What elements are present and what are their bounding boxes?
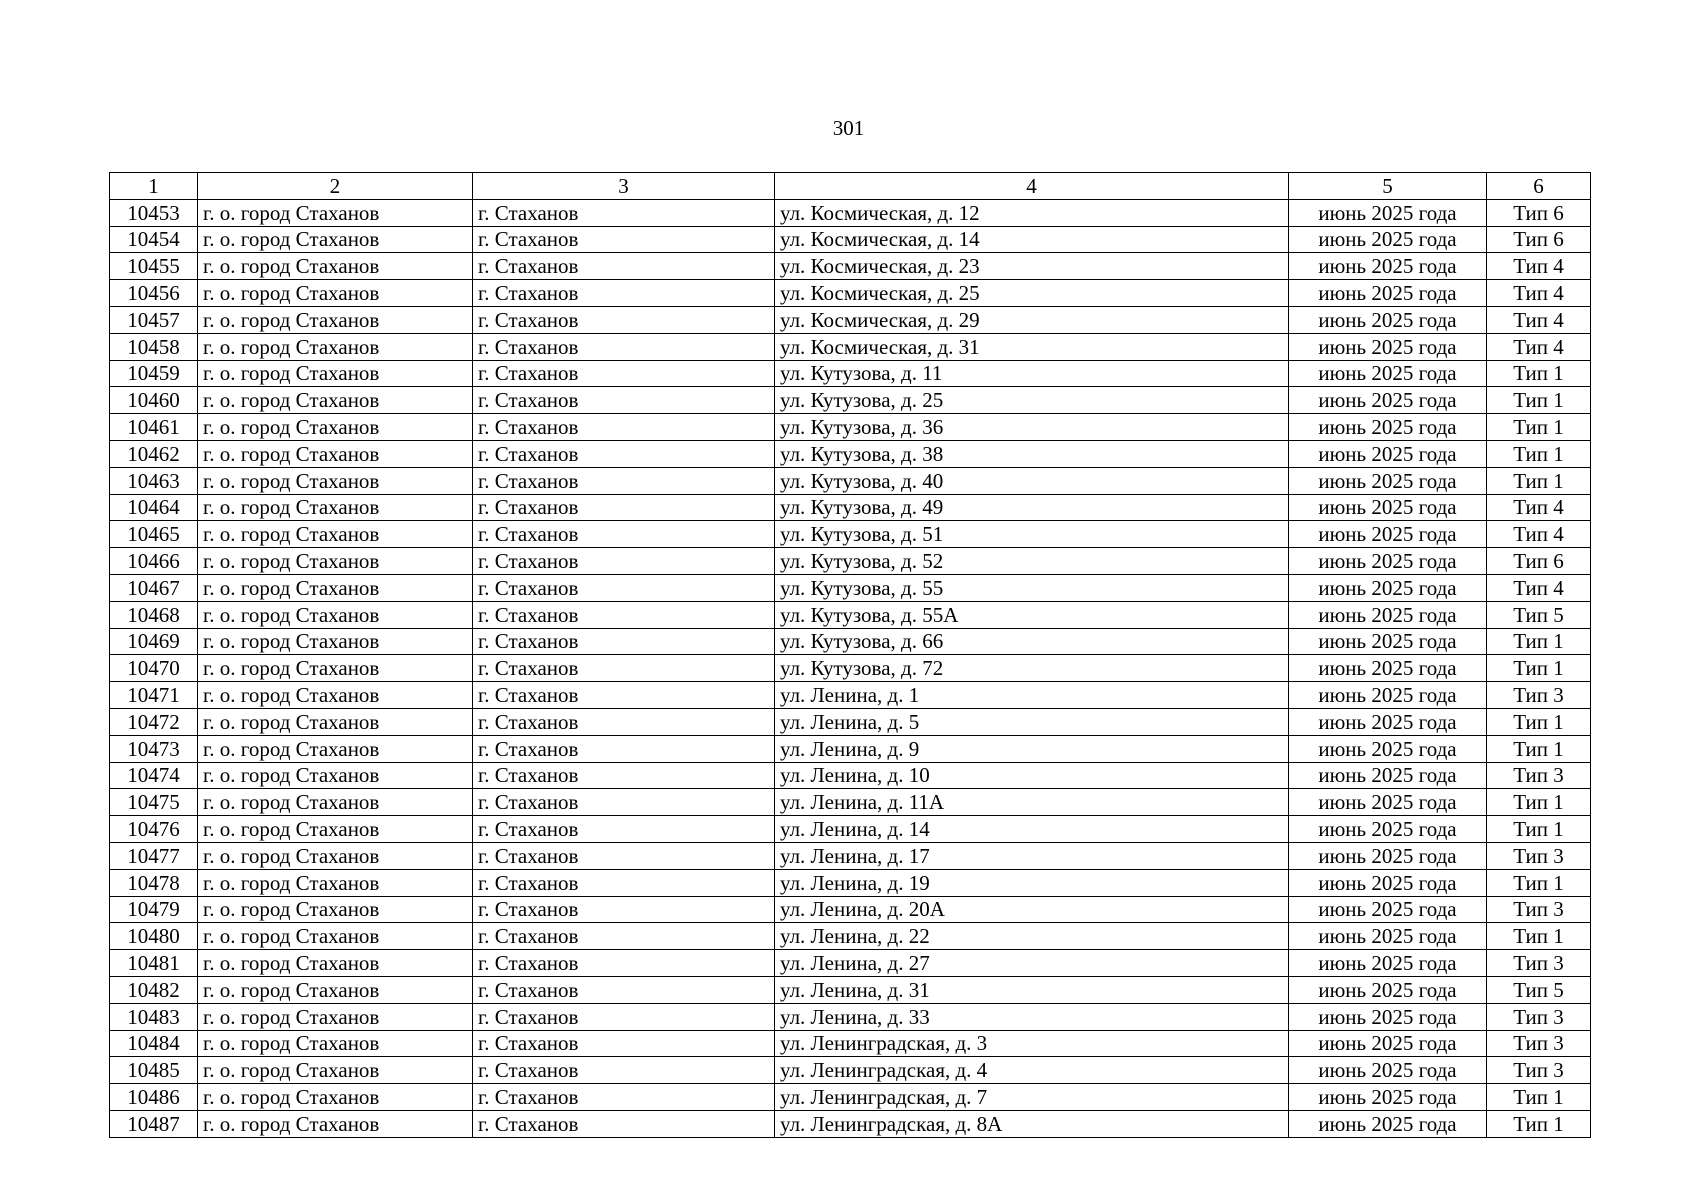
table-row bbox=[110, 1030, 1591, 1057]
type-cell: Тип 1 bbox=[1487, 467, 1591, 494]
district-cell: г. о. город Стаханов bbox=[198, 789, 473, 816]
address-cell: ул. Ленина, д. 22 bbox=[775, 923, 1289, 950]
table-row bbox=[110, 1110, 1591, 1137]
type-cell: Тип 4 bbox=[1487, 280, 1591, 307]
column-header: 6 bbox=[1487, 173, 1591, 200]
date-cell: июнь 2025 года bbox=[1289, 226, 1487, 253]
city-cell: г. Стаханов bbox=[473, 789, 775, 816]
date-cell: июнь 2025 года bbox=[1289, 950, 1487, 977]
row-number-cell: 10456 bbox=[110, 280, 198, 307]
district-cell: г. о. город Стаханов bbox=[198, 494, 473, 521]
table-row bbox=[110, 387, 1591, 414]
row-number-cell: 10458 bbox=[110, 333, 198, 360]
district-cell: г. о. город Стаханов bbox=[198, 1057, 473, 1084]
date-cell: июнь 2025 года bbox=[1289, 816, 1487, 843]
type-cell: Тип 3 bbox=[1487, 950, 1591, 977]
city-cell: г. Стаханов bbox=[473, 816, 775, 843]
row-number-cell: 10481 bbox=[110, 950, 198, 977]
district-cell: г. о. город Стаханов bbox=[198, 816, 473, 843]
date-cell: июнь 2025 года bbox=[1289, 1057, 1487, 1084]
district-cell: г. о. город Стаханов bbox=[198, 869, 473, 896]
address-cell: ул. Кутузова, д. 55А bbox=[775, 601, 1289, 628]
city-cell: г. Стаханов bbox=[473, 467, 775, 494]
address-cell: ул. Ленина, д. 5 bbox=[775, 708, 1289, 735]
city-cell: г. Стаханов bbox=[473, 1057, 775, 1084]
table-row bbox=[110, 414, 1591, 441]
district-cell: г. о. город Стаханов bbox=[198, 976, 473, 1003]
row-number-cell: 10471 bbox=[110, 682, 198, 709]
city-cell: г. Стаханов bbox=[473, 735, 775, 762]
city-cell: г. Стаханов bbox=[473, 574, 775, 601]
type-cell: Тип 1 bbox=[1487, 708, 1591, 735]
district-cell: г. о. город Стаханов bbox=[198, 306, 473, 333]
district-cell: г. о. город Стаханов bbox=[198, 387, 473, 414]
district-cell: г. о. город Стаханов bbox=[198, 440, 473, 467]
row-number-cell: 10470 bbox=[110, 655, 198, 682]
address-cell: ул. Ленинградская, д. 4 bbox=[775, 1057, 1289, 1084]
city-cell: г. Стаханов bbox=[473, 360, 775, 387]
address-cell: ул. Ленина, д. 20А bbox=[775, 896, 1289, 923]
type-cell: Тип 1 bbox=[1487, 440, 1591, 467]
type-cell: Тип 3 bbox=[1487, 1030, 1591, 1057]
row-number-cell: 10464 bbox=[110, 494, 198, 521]
row-number-cell: 10476 bbox=[110, 816, 198, 843]
district-cell: г. о. город Стаханов bbox=[198, 762, 473, 789]
address-cell: ул. Кутузова, д. 36 bbox=[775, 414, 1289, 441]
district-cell: г. о. город Стаханов bbox=[198, 708, 473, 735]
date-cell: июнь 2025 года bbox=[1289, 869, 1487, 896]
date-cell: июнь 2025 года bbox=[1289, 1003, 1487, 1030]
row-number-cell: 10460 bbox=[110, 387, 198, 414]
address-cell: ул. Космическая, д. 29 bbox=[775, 306, 1289, 333]
table-header-row bbox=[110, 173, 1591, 200]
row-number-cell: 10472 bbox=[110, 708, 198, 735]
district-cell: г. о. город Стаханов bbox=[198, 950, 473, 977]
type-cell: Тип 1 bbox=[1487, 1084, 1591, 1111]
table-row bbox=[110, 1003, 1591, 1030]
address-cell: ул. Ленинградская, д. 7 bbox=[775, 1084, 1289, 1111]
table-row bbox=[110, 708, 1591, 735]
address-cell: ул. Ленинградская, д. 3 bbox=[775, 1030, 1289, 1057]
type-cell: Тип 6 bbox=[1487, 548, 1591, 575]
city-cell: г. Стаханов bbox=[473, 708, 775, 735]
address-cell: ул. Кутузова, д. 49 bbox=[775, 494, 1289, 521]
city-cell: г. Стаханов bbox=[473, 682, 775, 709]
row-number-cell: 10475 bbox=[110, 789, 198, 816]
district-cell: г. о. город Стаханов bbox=[198, 548, 473, 575]
district-cell: г. о. город Стаханов bbox=[198, 414, 473, 441]
city-cell: г. Стаханов bbox=[473, 521, 775, 548]
table-row bbox=[110, 816, 1591, 843]
table-row bbox=[110, 842, 1591, 869]
table-row bbox=[110, 682, 1591, 709]
table-row bbox=[110, 494, 1591, 521]
date-cell: июнь 2025 года bbox=[1289, 548, 1487, 575]
type-cell: Тип 1 bbox=[1487, 414, 1591, 441]
date-cell: июнь 2025 года bbox=[1289, 387, 1487, 414]
city-cell: г. Стаханов bbox=[473, 199, 775, 226]
address-cell: ул. Кутузова, д. 40 bbox=[775, 467, 1289, 494]
row-number-cell: 10477 bbox=[110, 842, 198, 869]
city-cell: г. Стаханов bbox=[473, 440, 775, 467]
city-cell: г. Стаханов bbox=[473, 414, 775, 441]
address-cell: ул. Ленина, д. 27 bbox=[775, 950, 1289, 977]
district-cell: г. о. город Стаханов bbox=[198, 333, 473, 360]
row-number-cell: 10463 bbox=[110, 467, 198, 494]
row-number-cell: 10474 bbox=[110, 762, 198, 789]
row-number-cell: 10455 bbox=[110, 253, 198, 280]
district-cell: г. о. город Стаханов bbox=[198, 1003, 473, 1030]
type-cell: Тип 4 bbox=[1487, 333, 1591, 360]
row-number-cell: 10454 bbox=[110, 226, 198, 253]
type-cell: Тип 1 bbox=[1487, 869, 1591, 896]
type-cell: Тип 1 bbox=[1487, 628, 1591, 655]
address-cell: ул. Кутузова, д. 66 bbox=[775, 628, 1289, 655]
address-cell: ул. Кутузова, д. 52 bbox=[775, 548, 1289, 575]
date-cell: июнь 2025 года bbox=[1289, 628, 1487, 655]
table-row bbox=[110, 226, 1591, 253]
type-cell: Тип 4 bbox=[1487, 253, 1591, 280]
city-cell: г. Стаханов bbox=[473, 280, 775, 307]
table-row bbox=[110, 950, 1591, 977]
city-cell: г. Стаханов bbox=[473, 494, 775, 521]
city-cell: г. Стаханов bbox=[473, 548, 775, 575]
district-cell: г. о. город Стаханов bbox=[198, 226, 473, 253]
date-cell: июнь 2025 года bbox=[1289, 762, 1487, 789]
row-number-cell: 10457 bbox=[110, 306, 198, 333]
table-row bbox=[110, 548, 1591, 575]
row-number-cell: 10484 bbox=[110, 1030, 198, 1057]
address-cell: ул. Ленина, д. 33 bbox=[775, 1003, 1289, 1030]
type-cell: Тип 1 bbox=[1487, 360, 1591, 387]
district-cell: г. о. город Стаханов bbox=[198, 655, 473, 682]
address-cell: ул. Космическая, д. 25 bbox=[775, 280, 1289, 307]
table-row bbox=[110, 199, 1591, 226]
table-body bbox=[110, 199, 1591, 1137]
address-cell: ул. Космическая, д. 31 bbox=[775, 333, 1289, 360]
row-number-cell: 10482 bbox=[110, 976, 198, 1003]
date-cell: июнь 2025 года bbox=[1289, 280, 1487, 307]
table-row bbox=[110, 1084, 1591, 1111]
row-number-cell: 10483 bbox=[110, 1003, 198, 1030]
column-header: 1 bbox=[110, 173, 198, 200]
district-cell: г. о. город Стаханов bbox=[198, 923, 473, 950]
address-cell: ул. Космическая, д. 12 bbox=[775, 199, 1289, 226]
address-cell: ул. Кутузова, д. 72 bbox=[775, 655, 1289, 682]
row-number-cell: 10486 bbox=[110, 1084, 198, 1111]
row-number-cell: 10478 bbox=[110, 869, 198, 896]
table-row bbox=[110, 655, 1591, 682]
date-cell: июнь 2025 года bbox=[1289, 494, 1487, 521]
table-row bbox=[110, 440, 1591, 467]
district-cell: г. о. город Стаханов bbox=[198, 601, 473, 628]
city-cell: г. Стаханов bbox=[473, 1003, 775, 1030]
date-cell: июнь 2025 года bbox=[1289, 601, 1487, 628]
date-cell: июнь 2025 года bbox=[1289, 333, 1487, 360]
row-number-cell: 10479 bbox=[110, 896, 198, 923]
address-cell: ул. Космическая, д. 14 bbox=[775, 226, 1289, 253]
registry-table bbox=[109, 172, 1591, 1138]
district-cell: г. о. город Стаханов bbox=[198, 682, 473, 709]
address-cell: ул. Ленина, д. 11А bbox=[775, 789, 1289, 816]
district-cell: г. о. город Стаханов bbox=[198, 842, 473, 869]
table-row bbox=[110, 923, 1591, 950]
address-cell: ул. Космическая, д. 23 bbox=[775, 253, 1289, 280]
date-cell: июнь 2025 года bbox=[1289, 306, 1487, 333]
date-cell: июнь 2025 года bbox=[1289, 1110, 1487, 1137]
table-row bbox=[110, 360, 1591, 387]
date-cell: июнь 2025 года bbox=[1289, 976, 1487, 1003]
date-cell: июнь 2025 года bbox=[1289, 440, 1487, 467]
row-number-cell: 10459 bbox=[110, 360, 198, 387]
district-cell: г. о. город Стаханов bbox=[198, 628, 473, 655]
date-cell: июнь 2025 года bbox=[1289, 735, 1487, 762]
city-cell: г. Стаханов bbox=[473, 306, 775, 333]
table-row bbox=[110, 789, 1591, 816]
district-cell: г. о. город Стаханов bbox=[198, 574, 473, 601]
column-header: 4 bbox=[775, 173, 1289, 200]
column-header: 3 bbox=[473, 173, 775, 200]
district-cell: г. о. город Стаханов bbox=[198, 280, 473, 307]
address-cell: ул. Ленина, д. 9 bbox=[775, 735, 1289, 762]
city-cell: г. Стаханов bbox=[473, 896, 775, 923]
city-cell: г. Стаханов bbox=[473, 1110, 775, 1137]
type-cell: Тип 4 bbox=[1487, 306, 1591, 333]
date-cell: июнь 2025 года bbox=[1289, 923, 1487, 950]
date-cell: июнь 2025 года bbox=[1289, 360, 1487, 387]
type-cell: Тип 6 bbox=[1487, 226, 1591, 253]
type-cell: Тип 4 bbox=[1487, 574, 1591, 601]
city-cell: г. Стаханов bbox=[473, 387, 775, 414]
district-cell: г. о. город Стаханов bbox=[198, 735, 473, 762]
address-cell: ул. Ленина, д. 10 bbox=[775, 762, 1289, 789]
city-cell: г. Стаханов bbox=[473, 842, 775, 869]
page-number: 301 bbox=[832, 116, 865, 140]
table-row bbox=[110, 601, 1591, 628]
city-cell: г. Стаханов bbox=[473, 601, 775, 628]
row-number-cell: 10468 bbox=[110, 601, 198, 628]
date-cell: июнь 2025 года bbox=[1289, 789, 1487, 816]
type-cell: Тип 3 bbox=[1487, 762, 1591, 789]
row-number-cell: 10487 bbox=[110, 1110, 198, 1137]
address-cell: ул. Ленинградская, д. 8А bbox=[775, 1110, 1289, 1137]
address-cell: ул. Кутузова, д. 38 bbox=[775, 440, 1289, 467]
type-cell: Тип 1 bbox=[1487, 735, 1591, 762]
table-row bbox=[110, 1057, 1591, 1084]
table-row bbox=[110, 574, 1591, 601]
type-cell: Тип 6 bbox=[1487, 199, 1591, 226]
district-cell: г. о. город Стаханов bbox=[198, 360, 473, 387]
city-cell: г. Стаханов bbox=[473, 869, 775, 896]
city-cell: г. Стаханов bbox=[473, 253, 775, 280]
city-cell: г. Стаханов bbox=[473, 1084, 775, 1111]
table-row bbox=[110, 521, 1591, 548]
address-cell: ул. Ленина, д. 1 bbox=[775, 682, 1289, 709]
date-cell: июнь 2025 года bbox=[1289, 708, 1487, 735]
type-cell: Тип 5 bbox=[1487, 976, 1591, 1003]
row-number-cell: 10453 bbox=[110, 199, 198, 226]
row-number-cell: 10485 bbox=[110, 1057, 198, 1084]
type-cell: Тип 3 bbox=[1487, 682, 1591, 709]
date-cell: июнь 2025 года bbox=[1289, 521, 1487, 548]
date-cell: июнь 2025 года bbox=[1289, 682, 1487, 709]
district-cell: г. о. город Стаханов bbox=[198, 1110, 473, 1137]
table-row bbox=[110, 280, 1591, 307]
city-cell: г. Стаханов bbox=[473, 628, 775, 655]
row-number-cell: 10466 bbox=[110, 548, 198, 575]
date-cell: июнь 2025 года bbox=[1289, 199, 1487, 226]
district-cell: г. о. город Стаханов bbox=[198, 896, 473, 923]
address-cell: ул. Кутузова, д. 55 bbox=[775, 574, 1289, 601]
type-cell: Тип 4 bbox=[1487, 521, 1591, 548]
type-cell: Тип 4 bbox=[1487, 494, 1591, 521]
address-cell: ул. Ленина, д. 17 bbox=[775, 842, 1289, 869]
date-cell: июнь 2025 года bbox=[1289, 467, 1487, 494]
type-cell: Тип 1 bbox=[1487, 387, 1591, 414]
type-cell: Тип 3 bbox=[1487, 896, 1591, 923]
type-cell: Тип 1 bbox=[1487, 789, 1591, 816]
row-number-cell: 10461 bbox=[110, 414, 198, 441]
address-cell: ул. Кутузова, д. 11 bbox=[775, 360, 1289, 387]
date-cell: июнь 2025 года bbox=[1289, 896, 1487, 923]
table-row bbox=[110, 253, 1591, 280]
date-cell: июнь 2025 года bbox=[1289, 574, 1487, 601]
district-cell: г. о. город Стаханов bbox=[198, 467, 473, 494]
city-cell: г. Стаханов bbox=[473, 976, 775, 1003]
city-cell: г. Стаханов bbox=[473, 333, 775, 360]
district-cell: г. о. город Стаханов bbox=[198, 199, 473, 226]
table-row bbox=[110, 896, 1591, 923]
address-cell: ул. Ленина, д. 19 bbox=[775, 869, 1289, 896]
column-header: 5 bbox=[1289, 173, 1487, 200]
city-cell: г. Стаханов bbox=[473, 1030, 775, 1057]
row-number-cell: 10467 bbox=[110, 574, 198, 601]
district-cell: г. о. город Стаханов bbox=[198, 1084, 473, 1111]
address-cell: ул. Ленина, д. 31 bbox=[775, 976, 1289, 1003]
city-cell: г. Стаханов bbox=[473, 226, 775, 253]
row-number-cell: 10465 bbox=[110, 521, 198, 548]
type-cell: Тип 1 bbox=[1487, 923, 1591, 950]
date-cell: июнь 2025 года bbox=[1289, 253, 1487, 280]
city-cell: г. Стаханов bbox=[473, 655, 775, 682]
date-cell: июнь 2025 года bbox=[1289, 842, 1487, 869]
row-number-cell: 10480 bbox=[110, 923, 198, 950]
type-cell: Тип 1 bbox=[1487, 655, 1591, 682]
district-cell: г. о. город Стаханов bbox=[198, 1030, 473, 1057]
table-row bbox=[110, 333, 1591, 360]
type-cell: Тип 1 bbox=[1487, 1110, 1591, 1137]
date-cell: июнь 2025 года bbox=[1289, 655, 1487, 682]
city-cell: г. Стаханов bbox=[473, 923, 775, 950]
type-cell: Тип 1 bbox=[1487, 816, 1591, 843]
column-header: 2 bbox=[198, 173, 473, 200]
table-row bbox=[110, 467, 1591, 494]
address-cell: ул. Кутузова, д. 51 bbox=[775, 521, 1289, 548]
table-row bbox=[110, 762, 1591, 789]
city-cell: г. Стаханов bbox=[473, 950, 775, 977]
type-cell: Тип 3 bbox=[1487, 1003, 1591, 1030]
table-row bbox=[110, 735, 1591, 762]
table-row bbox=[110, 628, 1591, 655]
row-number-cell: 10469 bbox=[110, 628, 198, 655]
table-row bbox=[110, 976, 1591, 1003]
address-cell: ул. Кутузова, д. 25 bbox=[775, 387, 1289, 414]
table-row bbox=[110, 869, 1591, 896]
date-cell: июнь 2025 года bbox=[1289, 1084, 1487, 1111]
date-cell: июнь 2025 года bbox=[1289, 1030, 1487, 1057]
type-cell: Тип 3 bbox=[1487, 842, 1591, 869]
table-row bbox=[110, 306, 1591, 333]
date-cell: июнь 2025 года bbox=[1289, 414, 1487, 441]
city-cell: г. Стаханов bbox=[473, 762, 775, 789]
address-cell: ул. Ленина, д. 14 bbox=[775, 816, 1289, 843]
row-number-cell: 10462 bbox=[110, 440, 198, 467]
type-cell: Тип 3 bbox=[1487, 1057, 1591, 1084]
type-cell: Тип 5 bbox=[1487, 601, 1591, 628]
district-cell: г. о. город Стаханов bbox=[198, 521, 473, 548]
district-cell: г. о. город Стаханов bbox=[198, 253, 473, 280]
row-number-cell: 10473 bbox=[110, 735, 198, 762]
